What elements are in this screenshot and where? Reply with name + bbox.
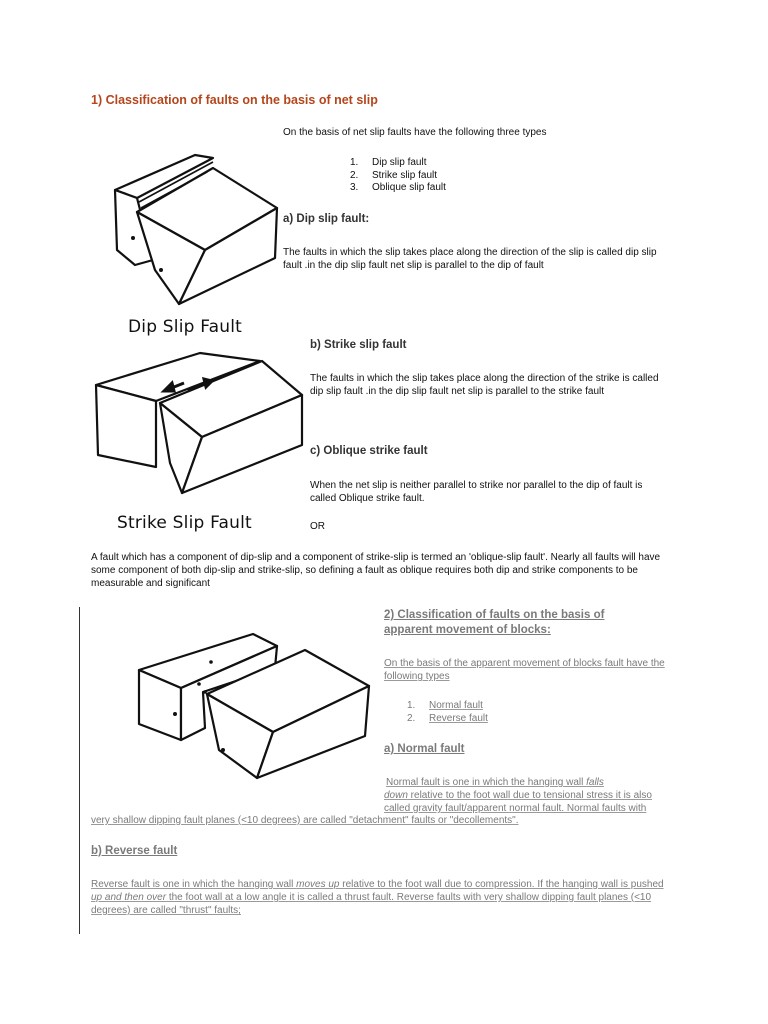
list-item: 1. Dip slip fault [350, 157, 427, 168]
list-item: 3. Oblique slip fault [350, 182, 446, 193]
section1-title: 1) Classification of faults on the basis of net slip [91, 93, 378, 107]
margin-rule [79, 607, 80, 934]
reverse-fault-heading: b) Reverse fault [91, 845, 178, 857]
dip-slip-figure-label: Dip Slip Fault [128, 317, 243, 337]
list-item: 2. Strike slip fault [350, 169, 438, 181]
oblique-paragraph: A fault which has a component of dip-slip and a component of strike-slip is termed an 'oblique-slip fault'. Nearly all faults will have some component of both dip-slip and strike-slip, so defining a fault as oblique requires both dip and strike components to be measurable and significant [91, 552, 661, 589]
dip-slip-fault-figure [105, 150, 285, 310]
normal-fault-figure [135, 632, 375, 782]
oblique-or: OR [310, 521, 325, 532]
normal-fault-line1: Normal fault is one in which the hanging wall falls [386, 777, 604, 788]
oblique-heading: c) Oblique strike fault [310, 445, 428, 457]
normal-fault-line3: called gravity fault/apparent normal fault. Normal faults with [384, 803, 647, 814]
oblique-text: When the net slip is neither parallel to strike nor parallel to the dip of fault is called Oblique strike fault. [310, 480, 643, 504]
section1-intro: On the basis of net slip faults have the following three types [283, 127, 547, 138]
strike-slip-figure-label: Strike Slip Fault [117, 513, 252, 533]
normal-fault-heading: a) Normal fault [384, 743, 465, 755]
section1-types-list [350, 157, 446, 195]
strike-slip-fault-figure [90, 345, 310, 505]
strike-slip-text: The faults in which the slip takes place along the direction of the strike is called dip slip fault .in the dip slip fault net slip is parallel to the strike fault [310, 373, 659, 397]
section2-intro: On the basis of the apparent movement of blocks fault have the following types [384, 658, 665, 682]
strike-slip-heading: b) Strike slip fault [310, 339, 407, 351]
list-item: 1. Normal fault [407, 700, 483, 711]
normal-fault-line4: very shallow dipping fault planes (<10 degrees) are called "detachment" faults or "decollements". [91, 815, 519, 826]
section2-title: 2) Classification of faults on the basis of apparent movement of blocks: [384, 609, 605, 636]
list-item: 2. Reverse fault [407, 712, 488, 724]
dip-slip-text: The faults in which the slip takes place along the direction of the slip is called dip slip fault .in the dip slip fault net slip is parallel to the dip of fault [283, 247, 657, 271]
normal-fault-line2: down relative to the foot wall due to tensional stress it is also [384, 790, 652, 801]
reverse-fault-text: Reverse fault is one in which the hanging wall moves up relative to the foot wall due to compression. If the hanging wall is pushed up and then over the foot wall at a low angle it is called a thrust fault. Reverse faults with very shallow dipping fault planes (<10 degrees) are called "thrust" faults; [91, 879, 664, 916]
section2-types-list [407, 700, 488, 725]
dip-slip-heading: a) Dip slip fault: [283, 213, 370, 225]
